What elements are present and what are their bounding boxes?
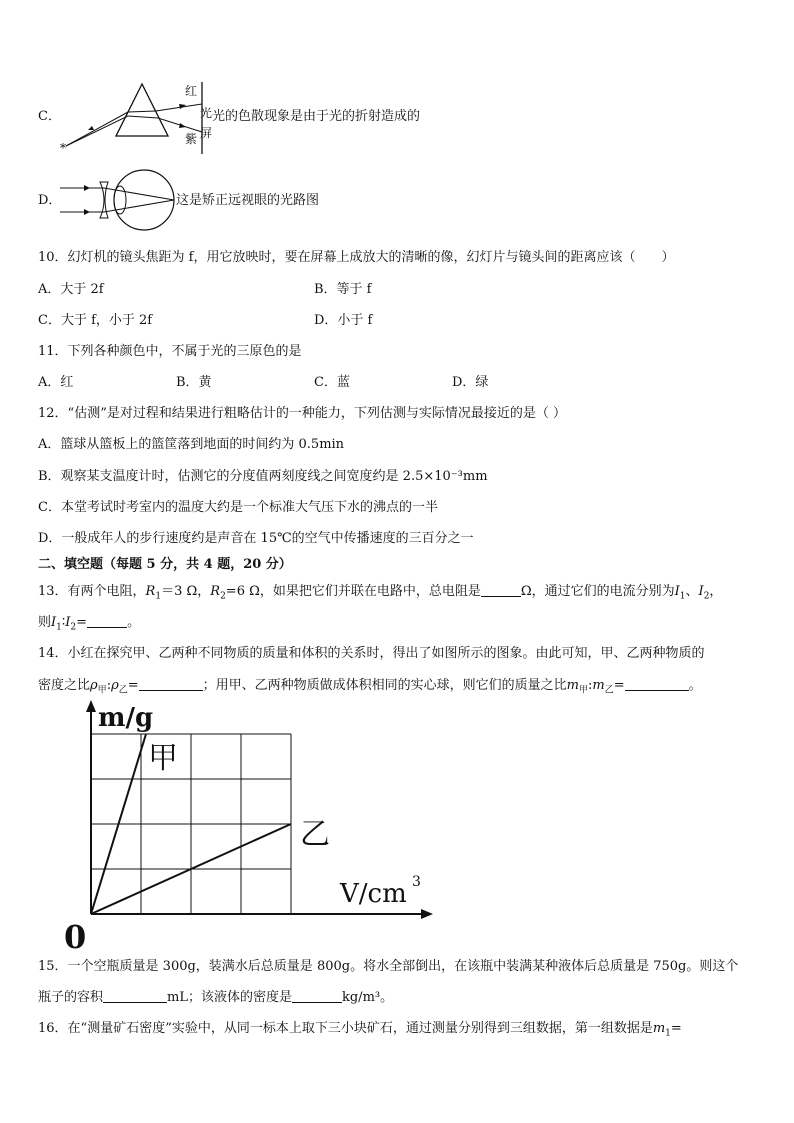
ratio-separator: ∶: [61, 615, 66, 630]
rho-jia-sub: 甲: [97, 685, 107, 696]
m-yi: m: [592, 678, 605, 693]
q10-option-d: D．小于 f: [314, 313, 373, 328]
eye-diagram: [60, 168, 178, 232]
origin-label: 0: [64, 918, 87, 956]
i1-symbol: I: [674, 584, 680, 599]
q13-line1: [38, 583, 722, 606]
y-axis-arrow: [86, 700, 96, 712]
i-separator: 、: [685, 584, 699, 599]
x-axis-arrow: [421, 909, 433, 919]
m-jia: m: [566, 678, 579, 693]
line-yi-label: 乙: [300, 817, 330, 852]
q15-text-b: mL；该液体的密度是: [167, 990, 292, 1005]
answer-blank-mass-ratio[interactable]: [625, 677, 689, 691]
q10-option-a: A．大于 2f: [38, 282, 104, 297]
i2-symbol: I: [698, 584, 704, 599]
mass-volume-graph: [56, 696, 436, 956]
q10-stem: 10．幻灯机的镜头焦距为 f，用它放映时，要在屏幕上成放大的清晰的像，幻灯片与镜头间的距离应该（ ）: [38, 250, 675, 265]
i1-symbol-2: I: [51, 615, 57, 630]
q12-stem: 12．“估测”是对过程和结果进行粗略估计的一种能力，下列估测与实际情况最接近的是（ ）: [38, 406, 566, 421]
m1-symbol: m: [652, 1021, 666, 1036]
answer-blank-total-resistance[interactable]: [481, 583, 521, 597]
q13-end: 。: [127, 615, 141, 630]
section-heading: 二、填空题（每题 5 分，共 4 题，20 分）: [38, 557, 292, 572]
q15-text-a: 瓶子的容积: [38, 990, 104, 1005]
q11-option-d: D．绿: [452, 375, 489, 390]
q14-text-b: ；用甲、乙两种物质做成体积相同的实心球，则它们的质量之比: [202, 678, 567, 693]
q11-option-b: B．黄: [176, 375, 212, 390]
i2-symbol-2: I: [65, 615, 71, 630]
q14-text-a: 密度之比: [38, 678, 91, 693]
r2-value: =6 Ω，如果把它们并联在电路中，总电阻是: [225, 584, 481, 599]
q15-line2: [38, 989, 393, 1007]
q14-end: 。: [688, 678, 702, 693]
ratio-equals: =: [76, 615, 88, 630]
answer-blank-density[interactable]: [292, 989, 342, 1003]
q13-comma: ，: [709, 584, 723, 599]
q14-colon-2: :: [588, 678, 593, 693]
ray-arrow: [88, 126, 94, 130]
q14-eq-1: =: [127, 678, 139, 693]
q15-line1: 15．一个空瓶质量是 300g，装满水后总质量是 800g。将水全部倒出，在该瓶中装满某种液体后总质量是 750g。则这个: [38, 959, 739, 974]
q12-option-d: D．一般成年人的步行速度约是声音在 15℃的空气中传播速度的三百分之一: [38, 531, 474, 546]
option-c-text: 光的色散现象是由于光的折射造成的: [212, 109, 421, 124]
r2-symbol: R: [210, 584, 221, 599]
x-axis-label: V/cm: [340, 879, 407, 909]
inner-ray: [128, 111, 156, 112]
q11-option-c: C．蓝: [314, 375, 350, 390]
q14-colon-1: :: [106, 678, 112, 693]
q16-text: 16．在“测量矿石密度”实验中，从同一标本上取下三小块矿石，通过测量分别得到三组数据，第一组数据是: [38, 1021, 653, 1036]
q13-text-c: 则: [38, 615, 52, 630]
arrow-bottom: [84, 209, 90, 215]
graph-grid: [91, 734, 291, 914]
red-label: 红: [185, 84, 198, 98]
rho-yi: ρ: [111, 678, 119, 693]
incident-ray: [66, 112, 128, 146]
rho-yi-sub: 乙: [118, 685, 128, 696]
x-axis-label-sup: 3: [412, 874, 421, 890]
answer-blank-volume[interactable]: [103, 989, 167, 1003]
violet-arrow: [179, 123, 186, 128]
r1-value: ＝3 Ω，: [161, 584, 211, 599]
q13-text-a: 13．有两个电阻，: [38, 584, 146, 599]
r1-sub: 1: [155, 591, 162, 602]
m1-equals: =: [670, 1021, 682, 1036]
i2-sub-2: 2: [70, 622, 77, 633]
q13-text-b: Ω，通过它们的电流分别为: [520, 584, 675, 599]
q10-option-b: B．等于 f: [314, 282, 372, 297]
screen-label-2: 屏: [200, 126, 213, 140]
q12-option-c: C．本堂考试时考室内的温度大约是一个标准大气压下水的沸点的一半: [38, 500, 438, 515]
y-axis-label: m/g: [98, 703, 154, 733]
i2-sub: 2: [703, 591, 710, 602]
purple-label: 紫: [185, 132, 198, 146]
eyeball: [114, 170, 174, 230]
q12-option-b: B．观察某支温度计时，估测它的分度值两刻度线之间宽度约是 2.5×10⁻³mm: [38, 469, 488, 484]
r2-sub: 2: [220, 591, 226, 602]
i1-sub: 1: [679, 591, 686, 602]
corrective-lens: [100, 182, 108, 218]
answer-blank-current-ratio[interactable]: [87, 614, 127, 628]
star-source: *: [60, 141, 66, 155]
q14-line1: 14．小红在探究甲、乙两种不同物质的质量和体积的关系时，得出了如图所示的图象。由此可知，甲、乙两种物质的: [38, 646, 705, 661]
m-yi-sub: 乙: [604, 685, 614, 696]
q13-line2: [38, 614, 140, 637]
inner-ray-2: [128, 116, 158, 118]
q10-option-c: C．大于 f，小于 2f: [38, 313, 153, 328]
m-jia-sub: 甲: [579, 685, 589, 696]
rho-jia: ρ: [90, 678, 98, 693]
q15-text-c: kg/m³。: [341, 990, 394, 1005]
red-ray: [156, 104, 202, 111]
m1-sub: 1: [665, 1028, 671, 1039]
option-d-label: D．: [38, 193, 62, 208]
q11-option-a: A．红: [38, 375, 74, 390]
r1-symbol: R: [145, 584, 156, 599]
q16-line1: [38, 1020, 682, 1043]
screen-label-1: 光: [200, 106, 213, 120]
q11-stem: 11．下列各种颜色中，不属于光的三原色的是: [38, 344, 302, 359]
line-jia-label: 甲: [148, 741, 178, 776]
arrow-top: [84, 185, 90, 191]
i1-sub-2: 1: [56, 622, 62, 633]
q14-eq-2: =: [613, 678, 625, 693]
option-c-label: C．: [38, 109, 61, 124]
answer-blank-density-ratio[interactable]: [139, 677, 203, 691]
option-d-text: 这是矫正远视眼的光路图: [176, 193, 320, 208]
q12-option-a: A．篮球从篮板上的篮筐落到地面的时间约为 0.5min: [38, 437, 345, 452]
